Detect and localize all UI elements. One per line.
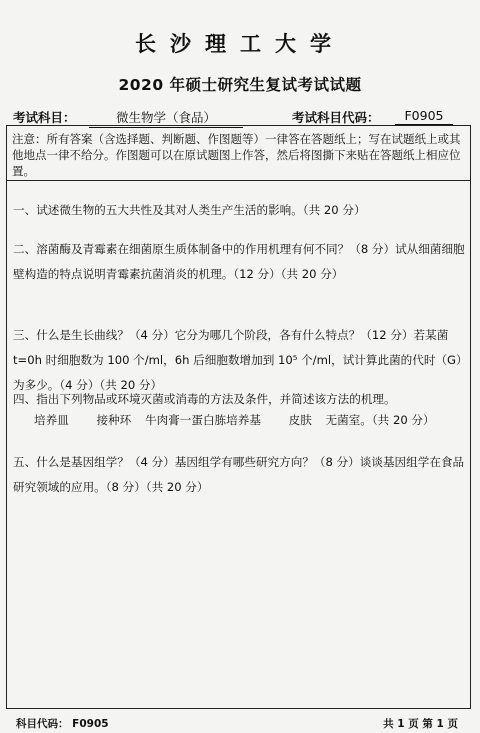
- footer-subject-code: 科目代码： F0905: [16, 718, 109, 730]
- question-3: 三、什么是生长曲线？（4 分）它分为哪几个阶段，各有什么特点？（12 分）若某菌 t=0h 时细胞数为 100 个/ml，6h 后细胞数增加到 10⁵ 个/ml，试计算此菌的代时（G）为多少。（4 分）（共 20 分）: [13, 328, 462, 392]
- university-name: 长沙理工大学: [135, 31, 345, 56]
- subject-code-value: F0905: [395, 108, 453, 125]
- subject-code-label: 考试科目代码：: [292, 110, 380, 125]
- question-4-items: [34, 408, 464, 433]
- question-4: 四、指出下列物品或环境灭菌或消毒的方法及条件，并简述该方法的机理。: [13, 392, 396, 406]
- notice-text: 注意：所有答案（含选择题、判断题、作图题等）一律答在答题纸上；写在试题纸上或其他地点一律不给分。作图题可以在原试题图上作答，然后将图撕下来贴在答题纸上相应位置。: [12, 132, 461, 178]
- footer-page-count: 共 1 页 第 1 页: [383, 718, 458, 730]
- item-sterile-room: 无菌室。（共 20 分）: [325, 413, 435, 427]
- question-2: 二、溶菌酶及青霉素在细菌原生质体制备中的作用机理有何不同？（8 分）试从细菌细胞壁构造的特点说明青霉素抗菌消炎的机理。（12 分）（共 20 分）: [13, 242, 465, 281]
- subject-value: 微生物学（食品）: [89, 108, 243, 128]
- item-petri-dish: 培养皿: [34, 413, 69, 427]
- question-5: 五、什么是基因组学？（4 分）基因组学有哪些研究方向？（8 分）谈谈基因组学在食品研究领域的应用。（8 分）（共 20 分）: [13, 455, 465, 494]
- subject-label: 考试科目：: [13, 110, 76, 125]
- notice-divider: [6, 180, 471, 181]
- item-inoculation-loop: 接种环: [96, 413, 132, 427]
- item-beef-peptone-medium: 牛肉膏一蛋白胨培养基: [144, 413, 261, 427]
- question-1: 一、试述微生物的五大共性及其对人类生产生活的影响。（共 20 分）: [13, 203, 366, 217]
- item-skin: 皮肤: [288, 413, 312, 427]
- exam-title: 2020 年硕士研究生复试考试试题: [118, 76, 362, 94]
